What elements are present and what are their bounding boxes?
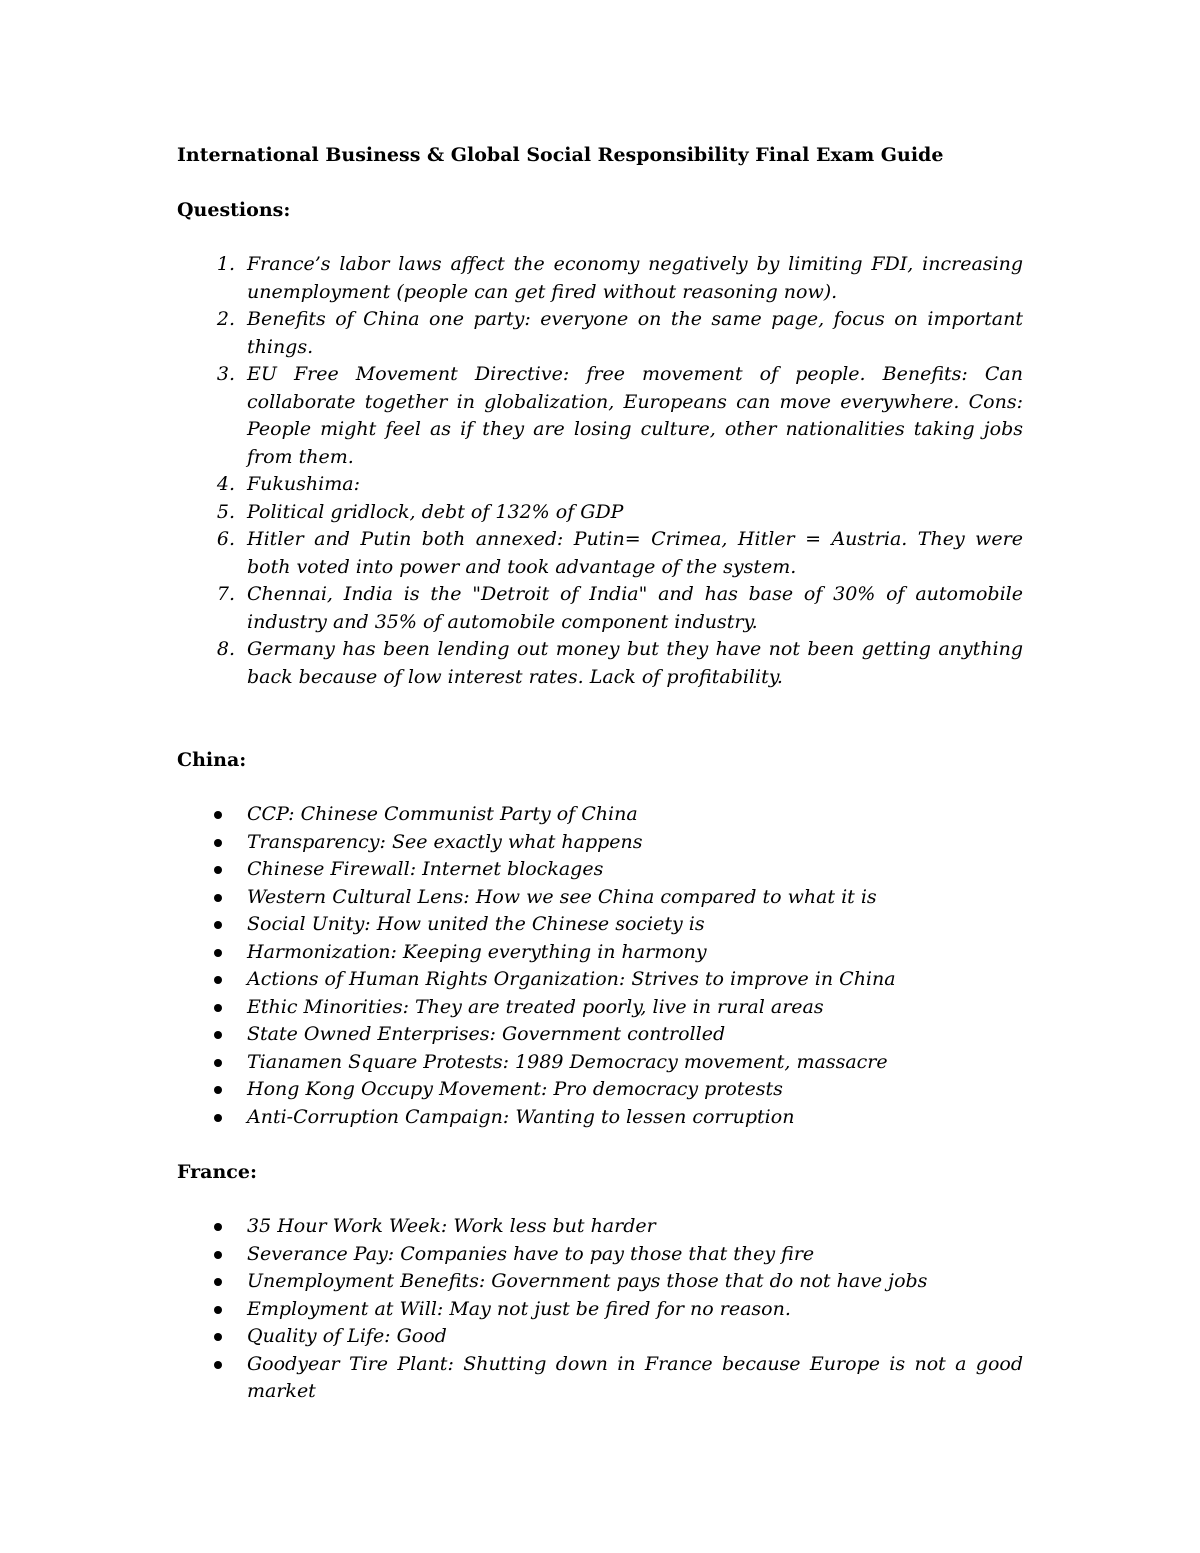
bullet-icon bbox=[214, 949, 222, 957]
list-item bbox=[177, 801, 1023, 829]
bullet-icon bbox=[214, 1278, 222, 1286]
bullet-icon bbox=[214, 1361, 222, 1369]
list-item-text: Ethic Minorities: They are treated poorly, live in rural areas bbox=[247, 995, 824, 1018]
list-item-text: Actions of Human Rights Organization: Strives to improve in China bbox=[247, 968, 896, 990]
list-item-text: Anti-Corruption Campaign: Wanting to lessen corruption bbox=[247, 1105, 795, 1128]
list-item-text: Political gridlock, debt of 132% of GDP bbox=[247, 500, 624, 523]
list-item bbox=[177, 499, 1023, 527]
list-number: 2. bbox=[216, 308, 235, 330]
document-page bbox=[177, 141, 1023, 1406]
list-item-text: CCP: Chinese Communist Party of China bbox=[247, 803, 638, 825]
list-item bbox=[177, 939, 1023, 967]
list-number: 4. bbox=[216, 473, 235, 495]
list-item bbox=[177, 361, 1023, 471]
list-item-text: Hong Kong Occupy Movement: Pro democracy protests bbox=[247, 1078, 783, 1100]
list-item-text: Quality of Life: Good bbox=[247, 1325, 447, 1347]
list-number: 6. bbox=[216, 528, 235, 550]
list-item-text: Goodyear Tire Plant: Shutting down in France because Europe is not a good market bbox=[247, 1352, 1023, 1402]
list-item bbox=[177, 1296, 1023, 1324]
list-item bbox=[177, 1241, 1023, 1269]
list-item bbox=[177, 1351, 1023, 1406]
china-heading: China: bbox=[177, 749, 247, 771]
list-item bbox=[177, 471, 1023, 499]
list-item bbox=[177, 1021, 1023, 1049]
list-number: 1. bbox=[216, 253, 235, 275]
bullet-icon bbox=[214, 839, 222, 847]
france-list bbox=[177, 1213, 1023, 1406]
list-item-text: France’s labor laws affect the economy negatively by limiting FDI, increasing unemployment (people can get fired without reasoning now). bbox=[247, 253, 1023, 303]
bullet-icon bbox=[214, 894, 222, 902]
list-item bbox=[177, 1049, 1023, 1077]
list-number: 7. bbox=[216, 583, 235, 605]
bullet-icon bbox=[214, 1031, 222, 1039]
list-item bbox=[177, 966, 1023, 994]
bullet-icon bbox=[214, 1333, 222, 1341]
document-title: International Business & Global Social Responsibility Final Exam Guide bbox=[177, 144, 944, 166]
questions-list bbox=[177, 251, 1023, 691]
list-item-text: Tianamen Square Protests: 1989 Democracy movement, massacre bbox=[247, 1050, 888, 1073]
bullet-icon bbox=[214, 1251, 222, 1259]
list-item-text: State Owned Enterprises: Government controlled bbox=[247, 1023, 726, 1045]
list-item-text: Germany has been lending out money but they have not been getting anything back because of low interest rates. Lack of profitability. bbox=[247, 638, 1023, 688]
bullet-icon bbox=[214, 1004, 222, 1012]
china-list bbox=[177, 801, 1023, 1131]
bullet-icon bbox=[214, 866, 222, 874]
list-item bbox=[177, 856, 1023, 884]
bullet-icon bbox=[214, 1059, 222, 1067]
list-item bbox=[177, 251, 1023, 306]
bullet-icon bbox=[214, 1086, 222, 1094]
list-item bbox=[177, 884, 1023, 912]
list-item-text: Social Unity: How united the Chinese society is bbox=[247, 913, 705, 935]
list-item-text: 35 Hour Work Week: Work less but harder bbox=[247, 1215, 656, 1237]
list-item bbox=[177, 581, 1023, 636]
list-item bbox=[177, 829, 1023, 857]
bullet-icon bbox=[214, 1114, 222, 1122]
bullet-icon bbox=[214, 921, 222, 929]
list-item-text: Western Cultural Lens: How we see China compared to what it is bbox=[247, 885, 877, 908]
list-item-text: Chennai, India is the "Detroit of India" and has base of 30% of automobile industry and 35% of automobile component industry. bbox=[247, 583, 1023, 633]
list-number: 5. bbox=[216, 500, 235, 523]
bullet-icon bbox=[214, 1306, 222, 1314]
list-item-text: Employment at Will: May not just be fired for no reason. bbox=[247, 1297, 791, 1320]
list-item bbox=[177, 994, 1023, 1022]
list-number: 3. bbox=[216, 363, 235, 385]
bullet-icon bbox=[214, 1223, 222, 1231]
list-item bbox=[177, 526, 1023, 581]
list-item-text: Transparency: See exactly what happens bbox=[247, 830, 643, 853]
list-item-text: Harmonization: Keeping everything in harmony bbox=[247, 940, 707, 963]
list-item bbox=[177, 1076, 1023, 1104]
questions-heading: Questions: bbox=[177, 199, 291, 221]
list-item bbox=[177, 306, 1023, 361]
list-item bbox=[177, 1213, 1023, 1241]
list-item-text: Hitler and Putin both annexed: Putin= Crimea, Hitler = Austria. They were both voted into power and took advantage of the system. bbox=[247, 528, 1023, 578]
list-item-text: Fukushima: bbox=[247, 473, 360, 495]
list-item-text: Severance Pay: Companies have to pay those that they fire bbox=[247, 1242, 815, 1265]
list-item-text: Unemployment Benefits: Government pays those that do not have jobs bbox=[247, 1270, 928, 1292]
list-item-text: Chinese Firewall: Internet blockages bbox=[247, 858, 604, 880]
list-number: 8. bbox=[216, 638, 235, 660]
list-item bbox=[177, 636, 1023, 691]
bullet-icon bbox=[214, 811, 222, 819]
france-heading: France: bbox=[177, 1161, 257, 1183]
list-item bbox=[177, 1268, 1023, 1296]
list-item-text: Benefits of China one party: everyone on the same page, focus on important things. bbox=[247, 308, 1023, 358]
list-item bbox=[177, 1104, 1023, 1132]
list-item bbox=[177, 911, 1023, 939]
list-item bbox=[177, 1323, 1023, 1351]
list-item-text: EU Free Movement Directive: free movement of people. Benefits: Can collaborate together in globalization, Europeans can move everywhere. Cons: People might feel as if they are losing culture, other nationalities taking jobs from them. bbox=[247, 363, 1023, 468]
bullet-icon bbox=[214, 976, 222, 984]
